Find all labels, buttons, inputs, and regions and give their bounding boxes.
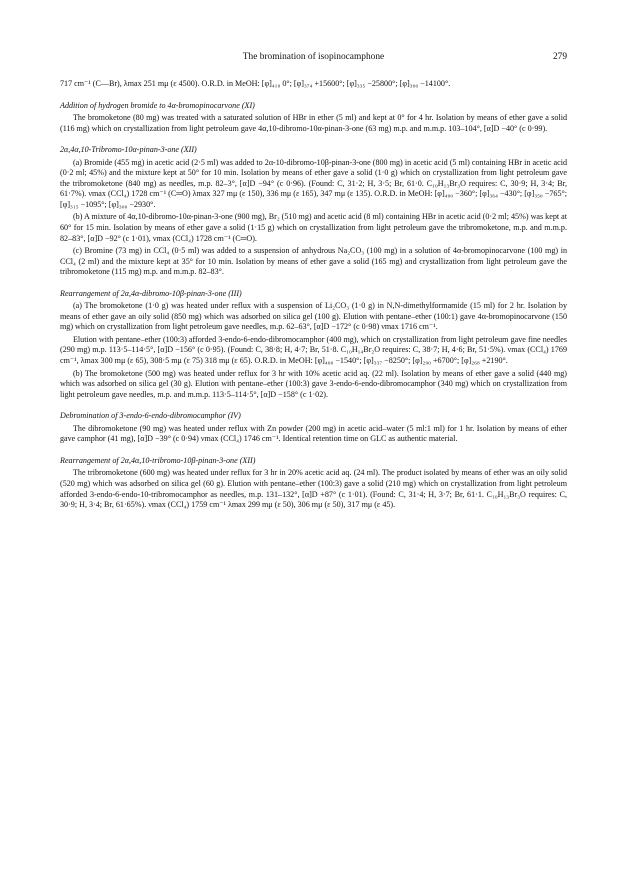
- running-header: [60, 52, 567, 68]
- paragraph: 717 cm⁻¹ (C—Br), λmax 251 mμ (ε 4500). O.R.D. in MeOH: [φ]₄₁₀ 0°; [φ]₃₇₄ +15600°; [φ]₃₃₅ −25800°; [φ]₃₀₀ −14100°.: [60, 79, 451, 88]
- paragraph: The bromoketone (80 mg) was treated with a saturated solution of HBr in ether (5 ml) and kept at 0° for 4 hr. Isolation by means of ether gave a solid (116 mg) which on crystallization from light petroleum gave 4α,10-dibromo-10α-pinan-3-one (63 mg) m.p. and m.m.p. 103–104°, [α]D −40° (c 0·99).: [60, 113, 567, 133]
- paragraph: The tribromoketone (600 mg) was heated under reflux for 3 hr in 20% acetic acid aq. (24 ml). The product isolated by means of ether was an oily solid (520 mg) which was adsorbed on silica gel (60 g). Elution with pentane–ether (100:3) gave a solid (210 mg) which on crystallization from light petroleum afforded 3-endo-6-endo-10-tribromocamphor as needles, m.p. 131–132°, [α]D +87° (c 1·01). (Found: C, 31·4; H, 3·7; Br, 61·1. C₁₀H₁₃Br₃O requires: C, 30·9; H, 3·4; Br, 61·65%). νmax (CCl₄) 1759 cm⁻¹ λmax 299 mμ (ε 50), 306 mμ (ε 50), 317 mμ (ε 45).: [60, 468, 567, 510]
- paragraph: The dibromoketone (90 mg) was heated under reflux with Zn powder (200 mg) in acetic acid–water (5 ml:1 ml) for 1 hr. Isolation by means of ether gave camphor (41 mg), [α]D −39° (c 0·94) νmax (CCl₄) 1746 cm⁻¹. Identical retention time on GLC as authentic material.: [60, 423, 567, 444]
- paragraph: (b) The bromoketone (500 mg) was heated under reflux for 3 hr with 10% acetic acid aq. (22 ml). Isolation by means of ether gave a solid (440 mg) which was adsorbed on silica gel (30 g). Elution with pentane–ether (100:3) gave 3-endo-6-endo-dibromocamphor (340 mg) which on crystallization from light petroleum gave needles, m.p. and m.m.p. 113·5–114·5°, [α]D −158° (c 1·02).: [60, 368, 567, 399]
- running-title: The bromination of isopinocamphone: [242, 52, 385, 62]
- page-number: 279: [552, 52, 567, 62]
- journal-page: [60, 52, 567, 511]
- section-heading: Debromination of 3-endo-6-endo-dibromocamphor (IV): [60, 411, 241, 421]
- paragraph: (a) Bromide (455 mg) in acetic acid (2·5 ml) was added to 2α-10-dibromo-10β-pinan-3-one (800 mg) in acetic acid (5 ml) containing HBr in acetic acid (0·2 ml; 45%) and the mixture kept at 50° for 10 min. Isolation by means of ether gave a solid (1·0 g) which on crystallization from light petroleum gave the tribromoketone (840 mg) as needles, m.p. 82–3°, [α]D −94° (c 0·96). (Found: C, 31·2; H, 3·5; Br, 61·0. C₁₀H₁₃Br₃O requires: C, 30·9; H, 3·4; Br, 61·7%). νmax (CCl₄) 1728 cm⁻¹ (C═O) λmax 327 mμ (ε 150), 336 mμ (ε 165), 347 mμ (ε 135). O.R.D. in MeOH: [φ]₄₀₀ −360°; [φ]₃₆₄ −430°; [φ]₃₅₀ −765°; [φ]₃₁₅ −1095°; [φ]₃₀₀ −2930°.: [60, 157, 567, 209]
- paragraph: (c) Bromine (73 mg) in CCl₄ (0·5 ml) was added to a suspension of anhydrous Na₂CO₃ (100 mg) in a solution of 4α-bromopinocarvone (100 mg) in CCl₄ (2 ml) and the mixture kept at 35° for 10 min. Isolation by means of ether gave a solid (165 mg) and crystallization from light petroleum gave the tribromoketone (115 mg) m.p. and m.m.p. 82–83°.: [60, 246, 567, 277]
- section-heading: Rearrangement of 2α,4α,10-tribromo-10β-pinan-3-one (XII): [60, 455, 256, 465]
- paragraph: (b) A mixture of 4α,10-dibromo-10α-pinan-3-one (900 mg), Br₂ (510 mg) and acetic acid (8 ml) containing HBr in acetic acid (0·2 ml; 45%) was kept at 60° for 15 min. Isolation by means of ether gave a solid (1·15 g) which on crystallization from light petroleum gave the tribromoketone, m.p. and m.m.p. 82–83°, [α]D −92° (c 1·01), νmax (CCl₄) 1728 cm⁻¹ (C═O).: [60, 212, 567, 243]
- section-heading: Addition of hydrogen bromide to 4α-bromopinocarvone (XI): [60, 100, 255, 110]
- paragraph: Elution with pentane–ether (100:3) afforded 3-endo-6-endo-dibromocamphor (400 mg), which on crystallization from light petroleum gave fine needles (290 mg) m.p. 113·5–114·5°, [α]D −156° (c 0·95). (Found: C, 38·8; H, 4·7; Br, 51·8. C₁₀H₁₄Br₂O requires: C, 38·7; H, 4·6; Br, 51·5%). νmax (CCl₄) 1769 cm⁻¹, λmax 300 mμ (ε 65), 308·5 mμ (ε 75) 318 mμ (ε 65). O.R.D. in MeOH: [φ]₄₀₀ −1540°; [φ]₃₃₇ −8250°; [φ]₂₉₀ +6700°; [φ]₂₆₈ +2190°.: [60, 334, 567, 366]
- article-body: [60, 79, 567, 511]
- section-heading: Rearrangement of 2α,4α-dibromo-10β-pinan-3-one (III): [60, 288, 242, 298]
- paragraph: (a) The bromoketone (1·0 g) was heated under reflux with a suspension of Li₂CO₃ (1·0 g) in N,N-dimethylformamide (15 ml) for 2 hr. Isolation by means of ether gave an oily solid (850 mg) which was adsorbed on silica gel (100 g). Elution with pentane–ether (100:1) gave 4α-bromopinocarvone (150 mg) which on crystallization from light petroleum gave needles, m.p. 62–63°, [α]D −172° (c 0·98) νmax 1716 cm⁻¹.: [60, 301, 567, 332]
- section-heading: 2α,4α,10-Tribromo-10α-pinan-3-one (XII): [60, 145, 197, 155]
